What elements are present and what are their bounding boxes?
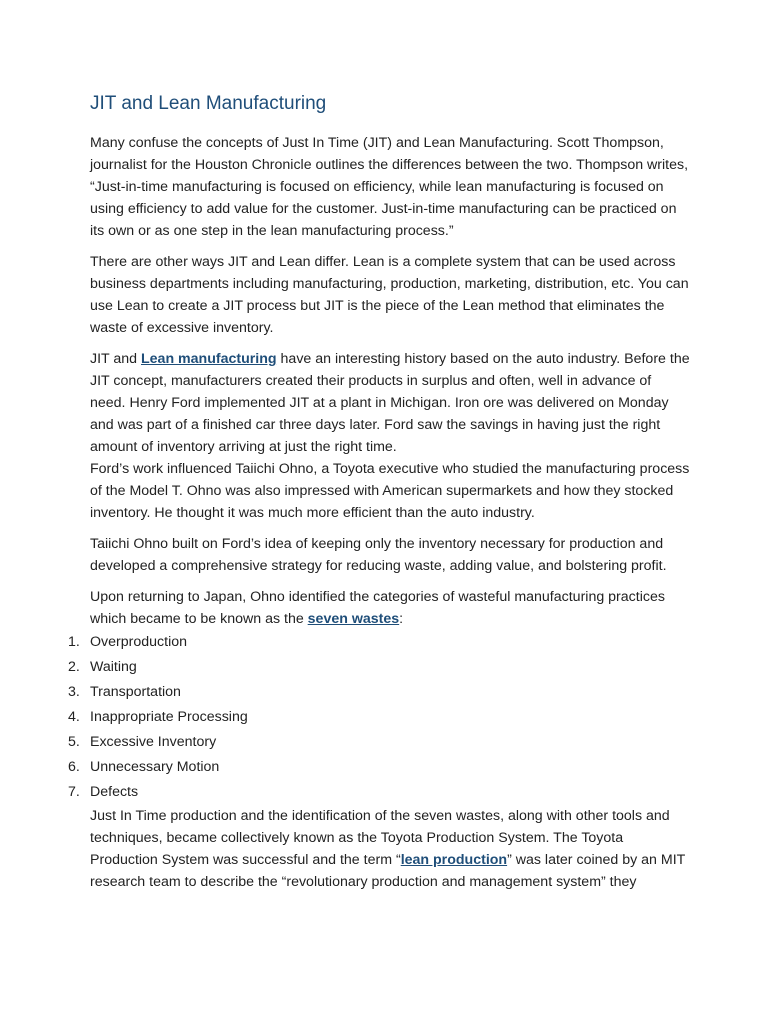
list-item-text: Defects — [90, 784, 139, 800]
list-item — [68, 705, 690, 730]
seven-wastes-list — [68, 630, 690, 805]
paragraph-jit-vs-lean: Many confuse the concepts of Just In Time (JIT) and Lean Manufacturing. Scott Thompson, journalist for the Houston Chronicle outlines the differences between the two. Thompson writes, “Just-in-time manufacturing is focused on efficiency, while lean manufacturing is focused on using efficiency to add value for the customer. Just-in-time manufacturing can be practiced on its own or as one step in the lean manufacturing process.” — [90, 135, 689, 239]
document-page — [68, 90, 690, 893]
paragraph-text: ” was later coined by an MIT research team to describe the “revolutionary production and management system” they — [90, 852, 686, 890]
paragraph-other-differences: There are other ways JIT and Lean differ. Lean is a complete system that can be used across business departments including manufacturing, production, marketing, distribution, etc. You can use Lean to create a JIT process but JIT is the piece of the Lean method that eliminates the waste of excessive inventory. — [90, 254, 689, 336]
document-title: JIT and Lean Manufacturing — [90, 93, 327, 114]
list-number: 3. — [68, 684, 80, 700]
list-item-text: Inappropriate Processing — [90, 709, 248, 725]
paragraph-seven-wastes-intro — [90, 586, 690, 630]
list-item-text: Waiting — [90, 659, 137, 675]
list-number: 2. — [68, 659, 80, 675]
paragraph-text: : — [399, 611, 404, 627]
list-item-text: Transportation — [90, 684, 181, 700]
list-item-text: Excessive Inventory — [90, 734, 217, 750]
paragraph-ohno-influence: Ford’s work influenced Taiichi Ohno, a Toyota executive who studied the manufacturing process of the Model T. Ohno was also impressed with American supermarkets and how they stocked inventory. He thought it was much more efficient than the auto industry. — [90, 461, 690, 521]
list-item-text: Overproduction — [90, 634, 187, 650]
lean-production-link[interactable]: lean production — [400, 852, 508, 868]
list-item — [68, 780, 690, 805]
seven-wastes-link[interactable]: seven wastes — [307, 611, 400, 627]
list-number: 6. — [68, 759, 80, 775]
list-item — [68, 655, 690, 680]
list-number: 7. — [68, 784, 80, 800]
paragraph-text: Upon returning to Japan, Ohno identified the categories of wasteful manufacturing practices which became to be known as the — [90, 589, 665, 627]
paragraph-history — [90, 348, 690, 458]
lean-manufacturing-link[interactable]: Lean manufacturing — [141, 351, 277, 367]
list-number: 5. — [68, 734, 80, 750]
paragraph-text: have an interesting history based on the auto industry. Before the JIT concept, manufacturers created their products in surplus and often, well in advance of need. Henry Ford implemented JIT at a plant in Michigan. Iron ore was delivered on Monday and was part of a finished car three days later. Ford saw the savings in having just the right amount of inventory arriving at just the right time. — [90, 351, 690, 455]
list-number: 1. — [68, 634, 80, 650]
list-item — [68, 680, 690, 705]
paragraph-text: JIT and — [90, 351, 141, 367]
list-number: 4. — [68, 709, 80, 725]
list-item — [68, 755, 690, 780]
list-item-text: Unnecessary Motion — [90, 759, 220, 775]
paragraph-toyota-production-system — [90, 805, 690, 893]
list-item — [68, 730, 690, 755]
paragraph-ohno-strategy: Taiichi Ohno built on Ford’s idea of keeping only the inventory necessary for production and developed a comprehensive strategy for reducing waste, adding value, and bolstering profit. — [90, 536, 667, 574]
list-item — [68, 630, 690, 655]
paragraph-text: Just In Time production and the identification of the seven wastes, along with other tools and techniques, became collectively known as the Toyota Production System. The Toyota Production System was successful and the term “ — [90, 808, 670, 868]
